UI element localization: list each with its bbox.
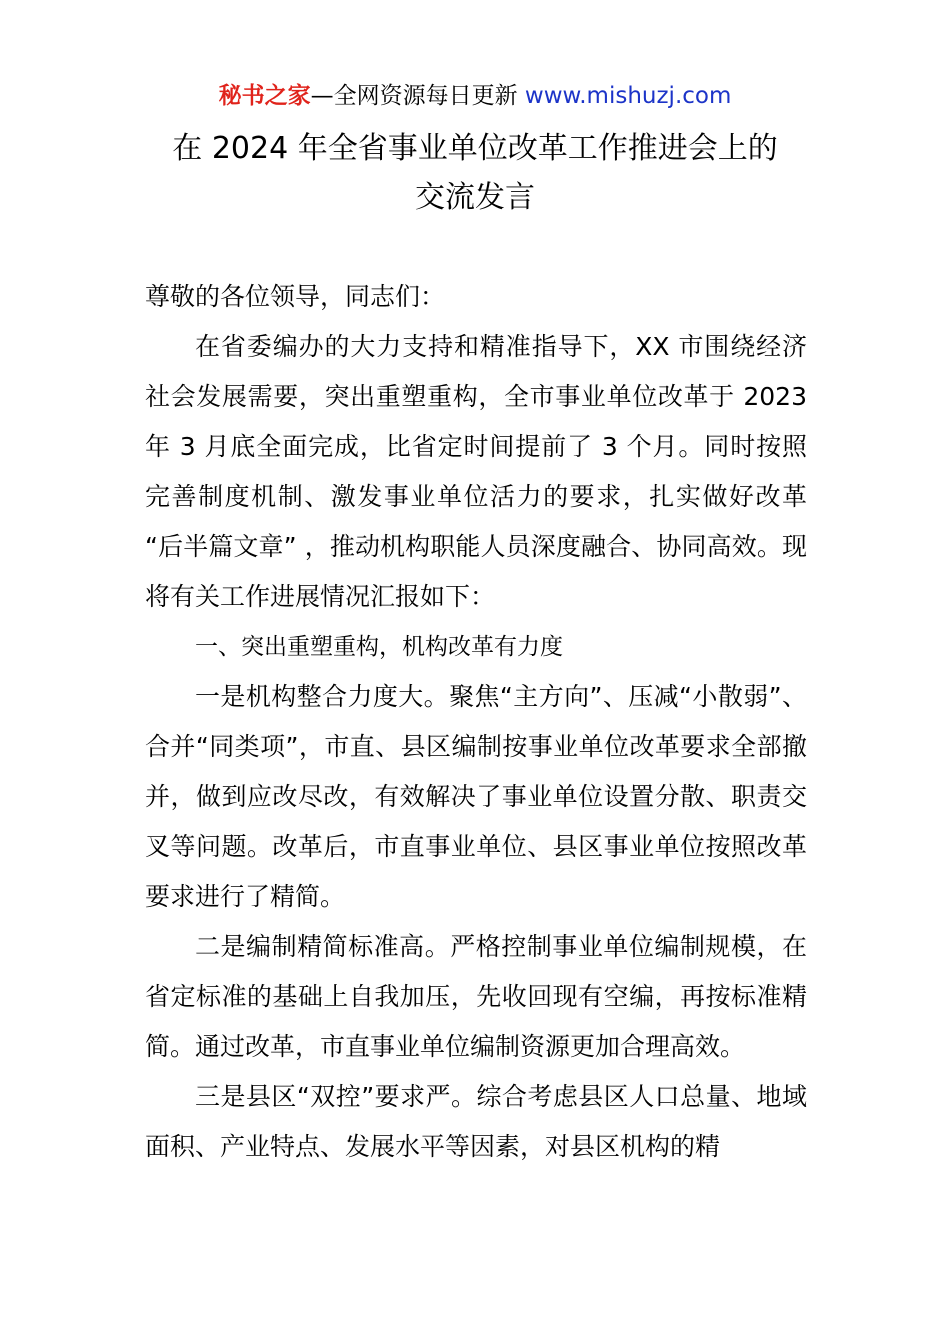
intro-paragraph: 在省委编办的大力支持和精准指导下，XX 市围绕经济社会发展需要，突出重塑重构，全市事业单位改革于 2023 年 3 月底全面完成，比省定时间提前了 3 个月。同时按照完善制度机制、激发事业单位活力的要求，扎实做好改革 “后半篇文章” ，推动机构职能人员深度融合、协同高效。现将有关工作进展情况汇报如下： [145,332,807,611]
header-tagline: —全网资源每日更新 [310,83,525,109]
site-url-link[interactable]: www.mishuzj.com [524,83,732,109]
title-line-2: 交流发言 [415,180,535,215]
section-heading-1: 一、突出重塑重构，机构改革有力度 [195,634,563,660]
point-paragraph-2: 二是编制精简标准高。严格控制事业单位编制规模，在省定标准的基础上自我加压，先收回现有空编，再按标准精简。通过改革，市直事业单位编制资源更加合理高效。 [145,932,807,1061]
salutation: 尊敬的各位领导，同志们： [145,282,446,311]
point-paragraph-1: 一是机构整合力度大。聚焦“主方向”、压减“小散弱”、合并“同类项”，市直、县区编制按事业单位改革要求全部撤并，做到应改尽改，有效解决了事业单位设置分散、职责交叉等问题。改革后，市直事业单位、县区事业单位按照改革要求进行了精简。 [145,682,807,911]
document-title [0,124,950,222]
title-line-1: 在 2024 年全省事业单位改革工作推进会上的 [172,131,778,166]
point-paragraph-3: 三是县区“双控”要求严。综合考虑县区人口总量、地域面积、产业特点、发展水平等因素，对县区机构的精 [145,1082,807,1161]
brand-name: 秘书之家 [218,83,311,109]
site-header [0,80,950,112]
document-body [145,272,807,1172]
